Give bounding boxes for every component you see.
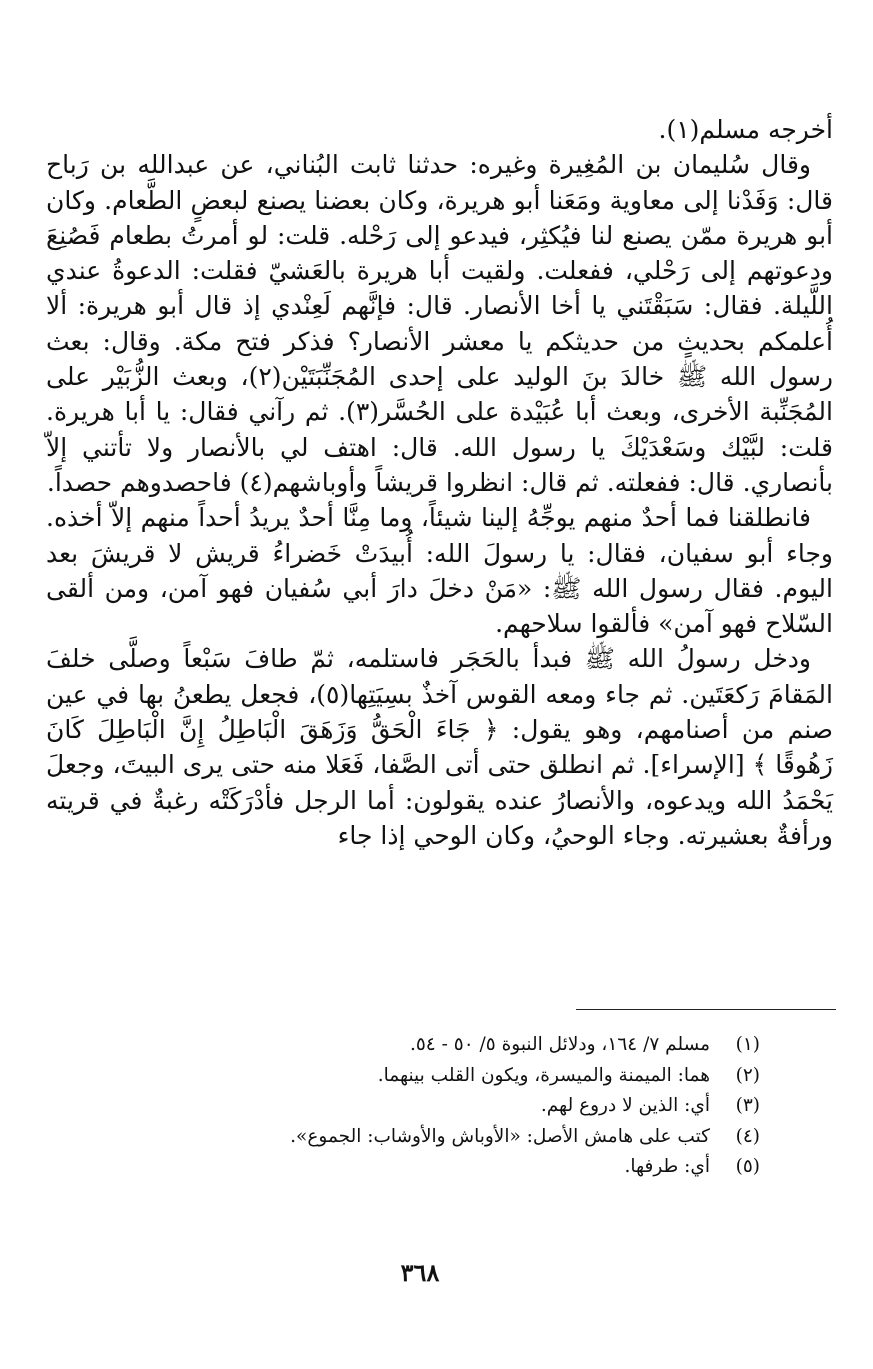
footnote — [100, 1030, 760, 1061]
paragraph: وقال سُليمان بن المُغِيرة وغيره: حدثنا ثابت البُناني، عن عبدالله بن رَباح قال: وَفَدْنا إلى معاوية ومَعَنا أبو هريرة، وكان بعضنا يصنع لبعضٍ الطَّعام. وكان أبو هريرة ممّن يصنع لنا فيُكثِر، فيدعو إلى رَحْله. قلت: لو أمرتُ بطعام فَصُنِعَ ودعوتهم إلى رَحْلي، ففعلت. ولقيت أبا هريرة بالعَشيّ فقلت: الدعوةُ عندي اللَّيلة. فقال: سَبَقْتَني يا أخا الأنصار. قال: فإنَّهم لَعِنْدي إذ قال أبو هريرة: ألا أُعلمكم بحديثٍ من حديثكم يا معشر الأنصار؟ فذكر فتح مكة. وقال: بعث رسول الله ﷺ خالدَ بنَ الوليد على إحدى المُجَنِّبَتَيْن(٢)، وبعث الزُّبَيْر على المُجَنِّبة الأخرى، وبعث أبا عُبَيْدة على الحُسَّر(٣). ثم رآني فقال: يا أبا هريرة. قلت: لبَّيْك وسَعْدَيْكَ يا رسول الله. قال: اهتف لي بالأنصار ولا تأتني إلاّ بأنصاري. قال: ففعلته. ثم قال: انظروا قريشاً وأوباشهم(٤) فاحصدوهم حصداً. — [46, 150, 833, 497]
page-number: ٣٦٨ — [400, 1258, 440, 1287]
footnote-divider — [576, 1009, 836, 1010]
footnote-text: كتب على هامش الأصل: «الأوباش والأوشاب: الجموع». — [290, 1125, 710, 1147]
footnote-text: مسلم ٧/ ١٦٤، ودلائل النبوة ٥/ ٥٠ - ٥٤. — [409, 1034, 710, 1055]
paragraph: فانطلقنا فما أحدٌ منهم يوجِّهُ إلينا شيئاً، وما مِنَّا أحدٌ يريدُ أحداً منهم إلاّ أخذه. وجاء أبو سفيان، فقال: يا رسولَ الله: أُبيدَتْ خَضراءُ قريش لا قريشَ بعد اليوم. فقال رسول الله ﷺ: «مَنْ دخلَ دارَ أبي سُفيان فهو آمن، ومن ألقى السّلاح فهو آمن» فألقوا سلاحهم. — [46, 503, 833, 639]
footnote — [100, 1152, 760, 1183]
footnote-number: (٤) — [735, 1125, 760, 1147]
footnote — [100, 1061, 760, 1092]
main-text — [46, 112, 833, 853]
paragraph: ودخل رسولُ الله ﷺ فبدأ بالحَجَر فاستلمه، ثمّ طافَ سَبْعاً وصلَّى خلفَ المَقامَ رَكعَتَين. ثم جاء ومعه القوس آخذٌ بسِيَتِها(٥)، فجعل يطعنُ بها في عين صنم من أصنامهم، وهو يقول: ﴿ جَاءَ الْحَقُّ وَزَهَقَ الْبَاطِلُ إِنَّ الْبَاطِلَ كَانَ زَهُوقًا ﴾ [الإسراء]. ثم انطلق حتى أتى الصَّفا، فَعَلا منه حتى يرى البيتَ، وجعلَ يَحْمَدُ الله ويدعوه، والأنصارُ عنده يقولون: أما الرجل فأدْرَكَتْه رغبةٌ في قريته ورأفةٌ بعشيرته. وجاء الوحيُ، وكان الوحي إذا جاء — [46, 644, 833, 850]
footnote-number: (١) — [735, 1034, 760, 1055]
footnote — [100, 1122, 760, 1153]
footnotes — [100, 1030, 760, 1183]
footnote-text: هما: الميمنة والميسرة، ويكون القلب بينهما. — [377, 1064, 710, 1086]
footnote-text: أي: الذين لا دروع لهم. — [540, 1095, 710, 1116]
footnote-number: (٣) — [735, 1095, 760, 1116]
footnote-text: أي: طرفها. — [624, 1156, 710, 1177]
footnote-number: (٥) — [735, 1156, 760, 1177]
footnote — [100, 1091, 760, 1122]
paragraph: أخرجه مسلم(١). — [658, 115, 833, 144]
footnote-number: (٢) — [735, 1064, 760, 1086]
